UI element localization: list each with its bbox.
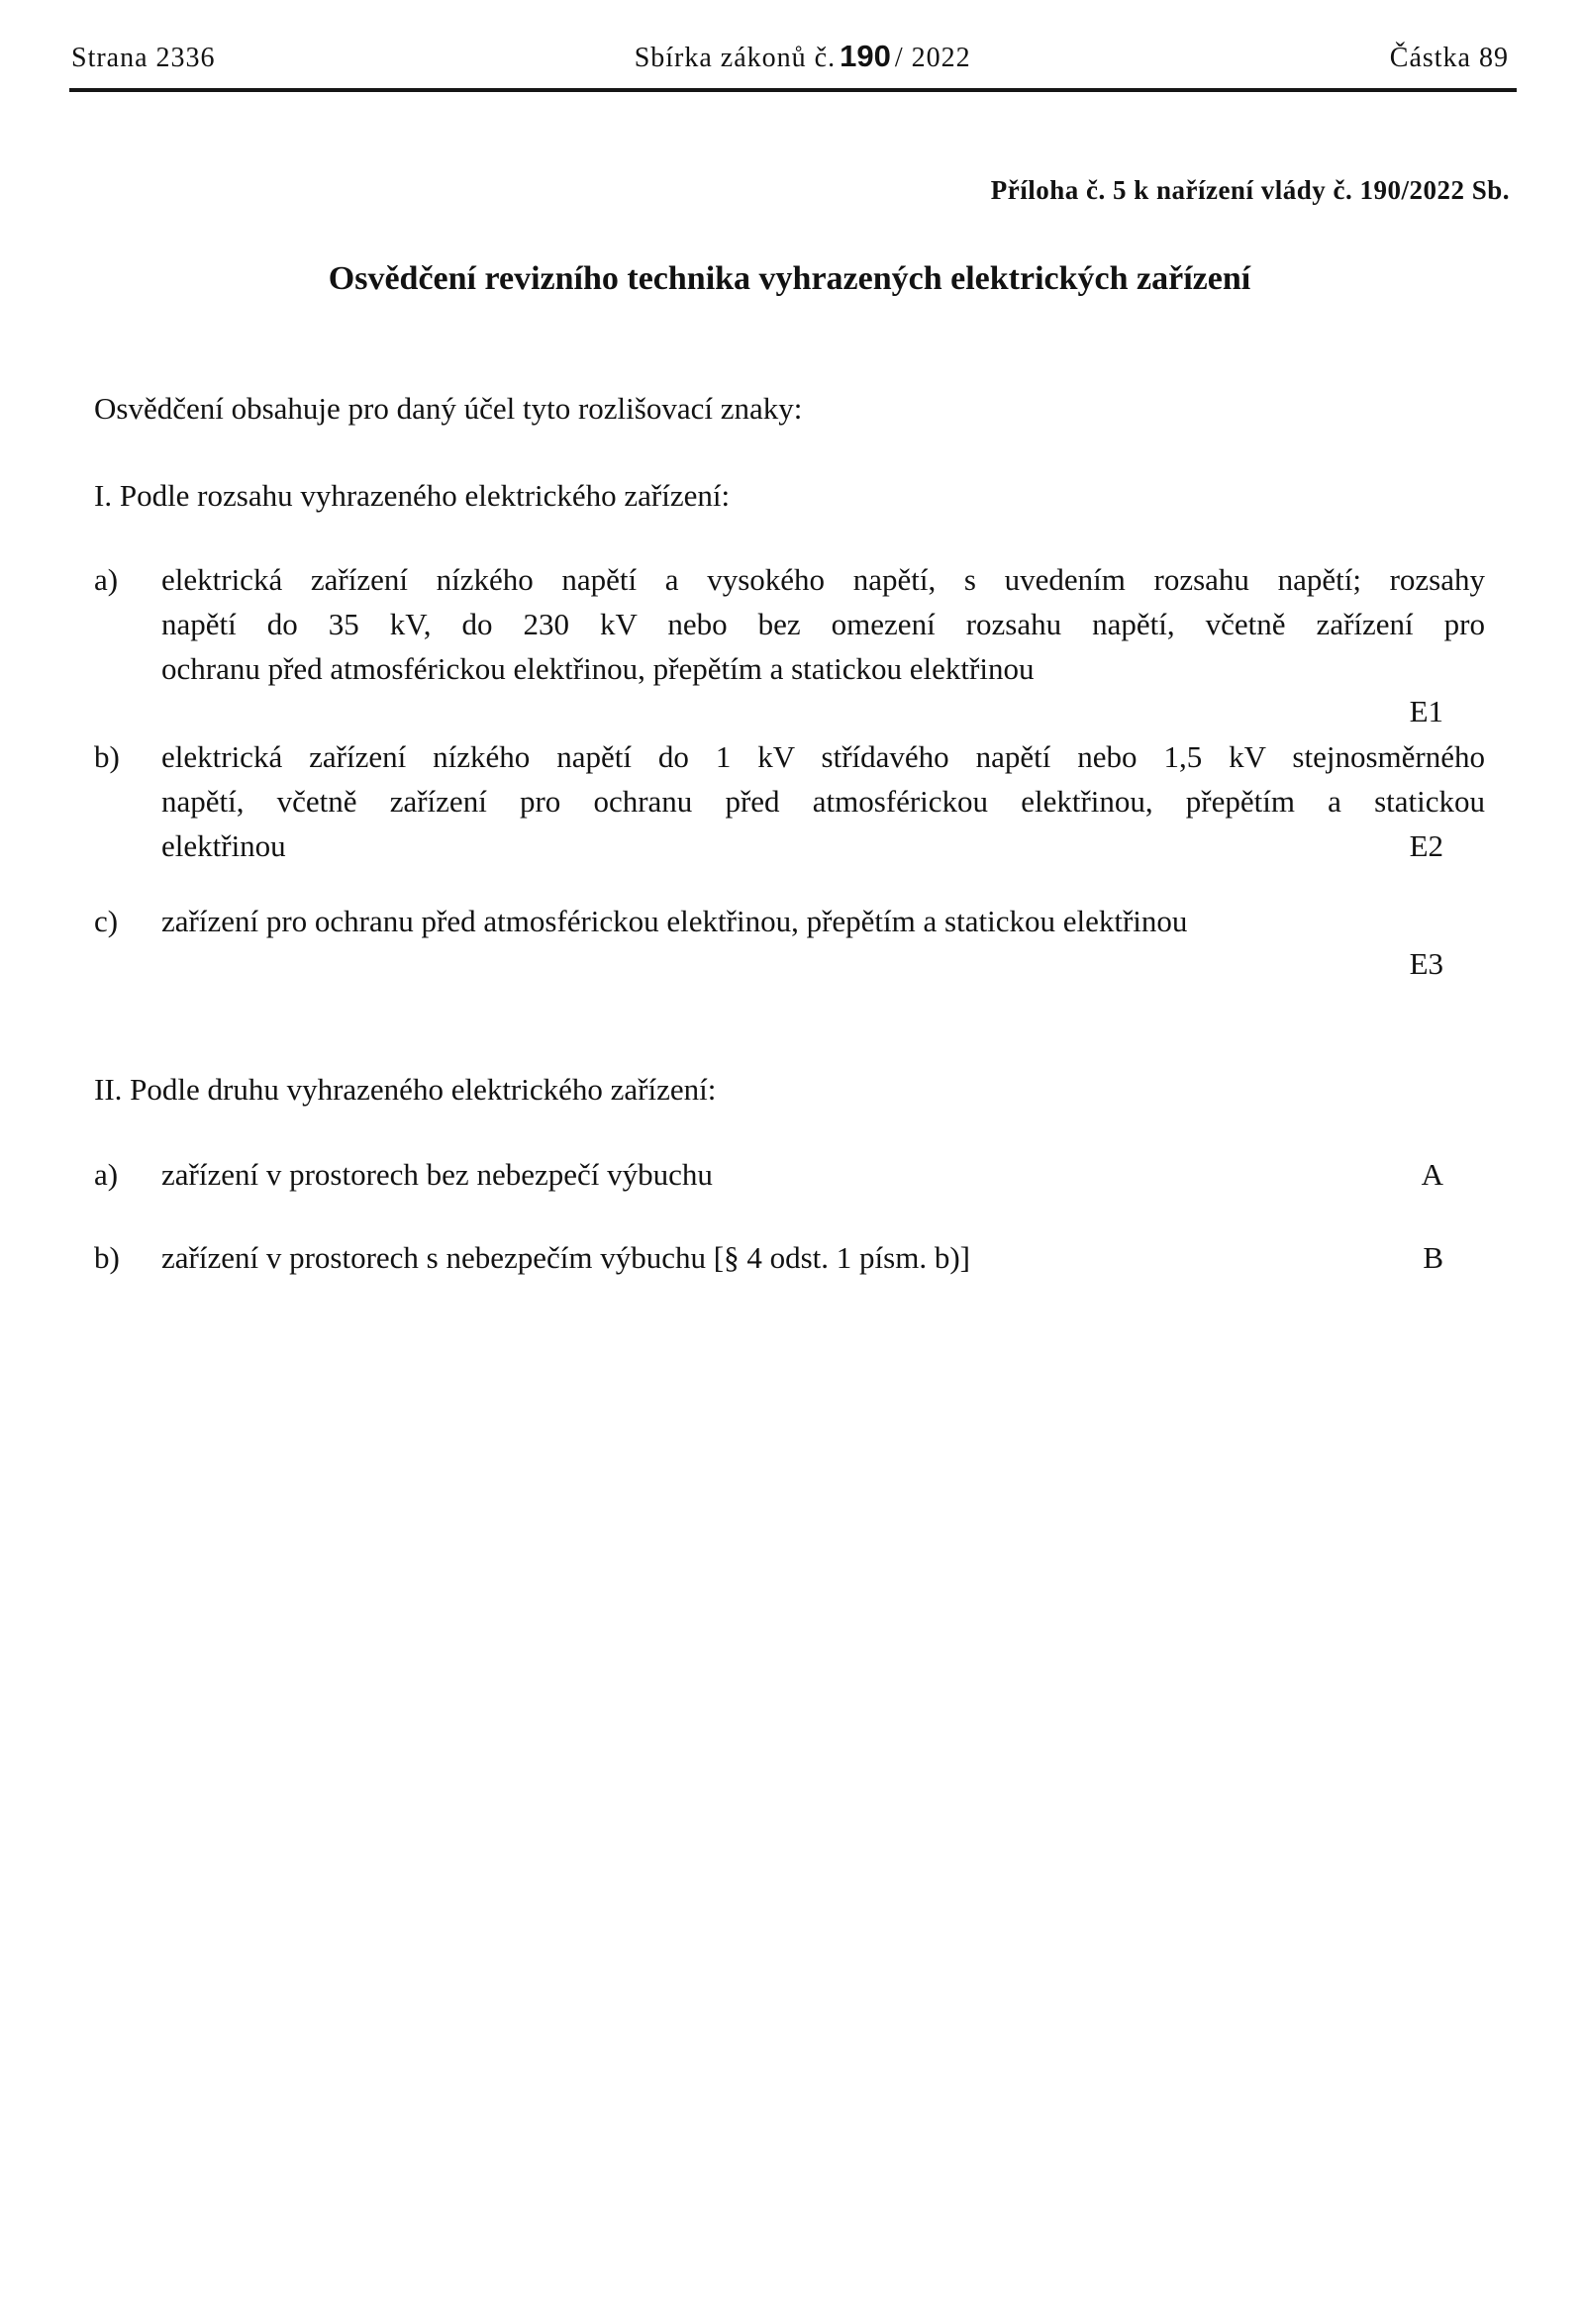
item-code: B xyxy=(1423,1240,1443,1275)
item-line: elektřinou xyxy=(161,828,286,863)
item-line: elektrická zařízení nízkého napětí a vysokého napětí, s uvedením rozsahu napětí; rozsahy xyxy=(161,562,1485,597)
document-title: Osvědčení revizního technika vyhrazených elektrických zařízení xyxy=(328,260,1251,297)
item-marker: a) xyxy=(94,1157,119,1192)
intro-paragraph: Osvědčení obsahuje pro daný účel tyto rozlišovací znaky: xyxy=(94,391,803,426)
item-code: A xyxy=(1421,1157,1443,1192)
list-item-1a xyxy=(94,557,1485,732)
item-line: zařízení v prostorech s nebezpečím výbuchu [§ 4 odst. 1 písm. b)] xyxy=(161,1240,970,1275)
section-2-heading: II. Podle druhu vyhrazeného elektrického zařízení: xyxy=(94,1072,717,1107)
annex-note: Příloha č. 5 k nařízení vlády č. 190/2022 Sb. xyxy=(990,175,1510,205)
section-1-heading: I. Podle rozsahu vyhrazeného elektrického zařízení: xyxy=(94,478,731,513)
item-code: E2 xyxy=(1409,828,1443,863)
issue-number-label: Částka 89 xyxy=(1389,43,1509,73)
list-item-2b xyxy=(94,1235,1485,1280)
item-text-block xyxy=(161,1235,1485,1280)
item-marker: c) xyxy=(94,904,119,938)
item-line: napětí do 35 kV, do 230 kV nebo bez omezení rozsahu napětí, včetně zařízení pro xyxy=(161,607,1485,641)
item-code: E1 xyxy=(1409,694,1443,728)
item-marker: a) xyxy=(94,562,119,597)
item-text-block xyxy=(161,557,1485,732)
item-line: ochranu před atmosférickou elektřinou, přepětím a statickou elektřinou xyxy=(161,651,1035,686)
journal-number: 190 xyxy=(840,39,891,73)
document-body xyxy=(0,389,1584,1280)
item-marker: b) xyxy=(94,739,120,774)
journal-title xyxy=(634,39,971,73)
item-text-block xyxy=(161,734,1485,868)
item-line: zařízení pro ochranu před atmosférickou elektřinou, přepětím a statickou elektřinou xyxy=(161,904,1188,938)
list-item-1b xyxy=(94,734,1485,868)
list-item-2a xyxy=(94,1152,1485,1197)
item-line: napětí, včetně zařízení pro ochranu před atmosférickou elektřinou, přepětím a statickou xyxy=(161,784,1485,819)
item-line: elektrická zařízení nízkého napětí do 1 kV střídavého napětí nebo 1,5 kV stejnosměrného xyxy=(161,739,1485,774)
item-text-block xyxy=(161,1152,1485,1197)
item-text-block xyxy=(161,899,1485,985)
header-divider-rule xyxy=(69,88,1517,92)
journal-prefix: Sbírka zákonů č. xyxy=(634,43,837,73)
page-header xyxy=(0,0,1584,73)
page-number-label: Strana 2336 xyxy=(71,43,216,73)
item-code-line xyxy=(161,691,1485,732)
journal-suffix: / 2022 xyxy=(894,43,971,73)
item-code: E3 xyxy=(1409,946,1443,981)
item-code-line xyxy=(161,823,1485,868)
item-marker: b) xyxy=(94,1240,120,1275)
item-code-line xyxy=(161,943,1485,985)
list-item-1c xyxy=(94,899,1485,985)
item-line: zařízení v prostorech bez nebezpečí výbuchu xyxy=(161,1157,713,1192)
